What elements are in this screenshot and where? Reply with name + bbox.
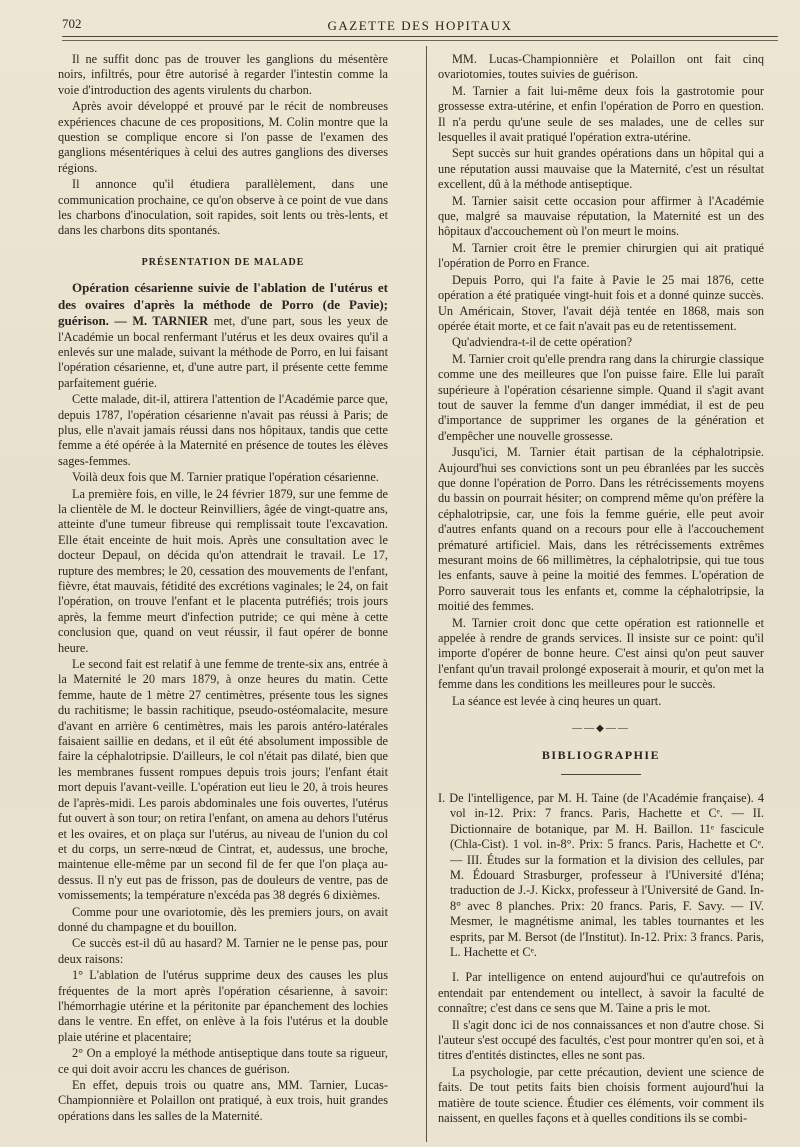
running-title: GAZETTE DES HOPITAUX [327,18,513,33]
paragraph: M. Tarnier croit donc que cette opération est rationnelle et appelée à rendre de grands services. Il insiste sur ce point: qu'il importe d'opérer de bonne heure. C'est ainsi qu'on peut sauver l'enfant qu'un travail prolongé exposerait à mourir, et qu'on met la femme dans les conditions les meilleures pour le succès. [438,615,764,692]
page-number: 702 [62,16,82,31]
paragraph: Il annonce qu'il étudiera parallèlement, dans une communication prochaine, ce qu'on observe à ce point de vue dans les charbons d'inoculation, soit rapides, soit lents ou très-lents, et dans les charbons dits spontanés. [58,177,388,238]
article-title: Opération césarienne suivie de l'ablation de l'utérus et des ovaires d'après la méthode de Porro (de Pavie); guérison. [58,280,388,329]
paragraph: Depuis Porro, qui l'a faite à Pavie le 25 mai 1876, cette opération a été pratiquée vingt-huit fois et a donné quinze succès. Un Américain, Stover, l'avait déjà tentée en 1868, mais son opérée était morte, et ce fait n'avait pas eu de retentissement. [438,272,764,333]
ornament-divider: ——◆—— [572,723,630,735]
paragraph: 2° On a employé la méthode antiseptique dans toute sa rigueur, ce qui doit avoir accru les chances de guérison. [58,1046,388,1076]
paragraph: Comme pour une ovariotomie, dès les premiers jours, on avait donné du champagne et du bouillon. [58,904,388,934]
article-lead-text: met, d'une part, sous les yeux de l'Académie un bocal renfermant l'utérus et les deux ovaires qu'il a enlevés sur une malade, suivant la méthode de Porro, en lui faisant l'opération césarienne, et, d'une autre part, il présente cette femme parfaitement guérie. [58,314,389,390]
paragraph: I. Par intelligence on entend aujourd'hui ce qu'autrefois on entendait par entendement ou intellect, à savoir la faculté de connaître; c'est dans ce sens que M. Taine a pris le mot. [438,970,764,1016]
paragraph: Voilà deux fois que M. Tarnier pratique l'opération césarienne. [72,470,379,485]
paragraph: M. Tarnier saisit cette occasion pour affirmer à l'Académie que, malgré sa mauvaise réputation, la Maternité est un des hôpitaux d'accouchement où l'on meurt le moins. [438,193,764,239]
article-lead [58,280,388,391]
bibliography-rule [561,774,641,775]
bibliography-entry: I. De l'intelligence, par M. H. Taine (de l'Académie française). 4 vol in-12. Prix: 7 francs. Paris, Hachette et Cᵉ. — II. Dictionnaire de botanique, par M. H. Baillon. 11ᵉ fascicule (Chla-Cist). 1 vol. in-8°. Prix: 5 francs. Paris, Hachette et Cᵉ. — III. Études sur la formation et la division des cellules, par M. Édouard Strasburger, professeur à l'Université d'Iéna; traduction de J.-J. Kickx, professeur à l'Université de Gand. In-8° avec 8 planches. Prix: 20 francs. Paris, F. Savy. — IV. Mesmer, le magnétisme animal, les tables tournantes et les esprits, par M. Bersot (de l'Institut). In-12. Prix: 3 francs. Paris, L. Hachette et Cᵉ. [438,790,764,959]
paragraph: M. Tarnier croit être le premier chirurgien qui ait pratiqué l'opération de Porro en France. [438,240,764,271]
paragraph: Cette malade, dit-il, attirera l'attention de l'Académie parce que, depuis 1787, l'opération césarienne n'avait pas réussi à Paris; de plus, elle n'avait jamais réussi dans nos hôpitaux, tandis que cette femme a été opérée à la Maternité en présence de toutes les élèves sages-femmes. [58,392,388,468]
paragraph: Après avoir développé et prouvé par le récit de nombreuses expériences chacune de ces propositions, M. Colin montre que la question se complique encore si l'on passe de l'examen des ganglions mésentériques à celui des autres ganglions des diverses régions. [58,99,388,175]
paragraph: Qu'adviendra-t-il de cette opération? [452,335,633,350]
paragraph: La première fois, en ville, le 24 février 1879, sur une femme de la clientèle de M. le docteur Reinvilliers, âgée de vingt-quatre ans, atteinte d'une tumeur fibreuse qui remplissait toute l'excavation. Elle était enceinte de huit mois. Après une consultation avec le docteur Depaul, on décida qu'on attendrait le travail. Le 17, rupture des membres; le 20, cessation des mouvements de l'enfant, fièvre, état mauvais, fétidité des excrétions vaginales; le 24, on fait l'opération, on trouve l'enfant et le placenta putréfiés; trois jours après, la femme meurt d'infection putride; ce qui mène à cette conclusion que, quand on veut réussir, il faut opérer de bonne heure. [58,486,388,655]
paragraph: Le second fait est relatif à une femme de trente-six ans, entrée à la Maternité le 20 mars 1879, à onze heures du matin. Cette femme, haute de 1 mètre 27 centimètres, présente tous les signes du rachitisme; le bassin rachitique, pseudo-ostéomalacite, mesure d'avant en arrière 6 centimètres, mais les parois antéro-latérales faisaient saillie en dedans, et il eût été absolument impossible de faire la céphalotripsie. D'ailleurs, le col n'était pas dilaté, bien que les membranes fussent rompues depuis trois jours; l'enfant était mort depuis l'avant-veille. L'opération eut lieu le 20, à trois heures de l'après-midi. Les parois abdominales une fois ouvertes, l'utérus fut ouvert à son tour; on retira l'enfant, on amena au dehors l'utérus et les ovaires, et on plaça sur l'utérus, au niveau de l'union du col et du corps, un serre-nœud de Cintrat, et, audessus, une broche, maintenue elle-même par un second fil de fer que l'on plaça au-dessus. Il n'y eut pas de frisson, pas de douleurs de ventre, pas de vomissements; la température n'excéda pas 38 degrés 6 dixièmes. [58,657,388,903]
paragraph: MM. Lucas-Championnière et Polaillon ont fait cinq ovariotomies, toutes suivies de guérison. [438,52,764,82]
paragraph: M. Tarnier a fait lui-même deux fois la gastrotomie pour grossesse extra-utérine, et enfin l'opération de Porro en question. Il n'a perdu qu'une seule de ses malades, une de celles sur lesquelles il avait pratiqué l'opération extra-utérine. [438,83,764,145]
bibliography-title: BIBLIOGRAPHIE [541,748,661,763]
paragraph: M. Tarnier croit qu'elle prendra rang dans la chirurgie classique comme une des meilleures que l'on puisse faire. Elle lui paraît supérieure à l'opération césarienne simple. Quand il s'agit avant tout de sauver la femme d'un danger immédiat, il est de peu d'importance de supprimer les organes de la génération et d'empêcher une nouvelle grossesse. [438,351,764,443]
article-author: — M. TARNIER [114,314,209,329]
paragraph: 1° L'ablation de l'utérus supprime deux des causes les plus fréquentes de la mort après l'opération césarienne, à savoir: l'hémorrhagie utérine et la péritonite par épanchement des lochies dans le ventre. En effet, on enlève à la fois l'utérus et la double plaie utérine et placentaire; [58,968,388,1044]
paragraph: Sept succès sur huit grandes opérations dans un hôpital qui a une réputation aussi mauvaise que la Maternité, c'est un résultat excellent, dû à la méthode antiseptique. [438,146,764,192]
paragraph: Ce succès est-il dû au hasard? M. Tarnier ne le pense pas, pour deux raisons: [58,936,388,966]
right-column [438,52,764,1127]
paragraph: La psychologie, par cette précaution, devient une science de faits. De tout petits faits bien choisis forment aujourd'hui la matière de toute science. Étudier ces éléments, voir comment ils naissent, en quelles façons et à quelles conditions ils se combi- [438,1064,764,1125]
paragraph: En effet, depuis trois ou quatre ans, MM. Tarnier, Lucas-Championnière et Polaillon ont pratiqué, à eux trois, huit grandes opérations dans les salles de la Maternité. [58,1078,388,1123]
header-rule [62,40,778,41]
page-header [62,14,778,37]
section-title: PRÉSENTATION DE MALADE [141,256,305,268]
paragraph: Jusqu'ici, M. Tarnier était partisan de la céphalotripsie. Aujourd'hui ses convictions sont un peu ébranlées par les succès que donne l'opération de Porro. Dans les rétrécissements moyens du bassin on pourrait hésiter; on comprend même qu'on préfère la céphalotripsie, car, une fois la femme guérie, elle peut avoir d'autres enfants quand on a recours pour elle à l'accouchement prématuré artificiel. Mais, dans les rétrécissements extrêmes mesurant moins de 66 millimètres, la céphalotripsie, qui tue tous les enfants, sauve à peine la moitié des femmes. L'opération de Porro sauverait tous les enfants et, comme la céphalotripsie, la moitié des femmes. [438,445,764,614]
left-column [58,52,388,1125]
paragraph: Il ne suffit donc pas de trouver les ganglions du mésentère noirs, infiltrés, pour être autorisé à regarder l'intestin comme la voie d'introduction des agents virulents du charbon. [58,52,388,97]
paragraph: Il s'agit donc ici de nos connaissances et non d'autre chose. Si l'auteur s'est occupé des facultés, c'est pour montrer qu'en soi, et à titres d'entités distinctes, elles ne sont pas. [438,1017,764,1063]
column-divider [426,46,427,1142]
session-closing: La séance est levée à cinq heures un quart. [452,693,662,708]
